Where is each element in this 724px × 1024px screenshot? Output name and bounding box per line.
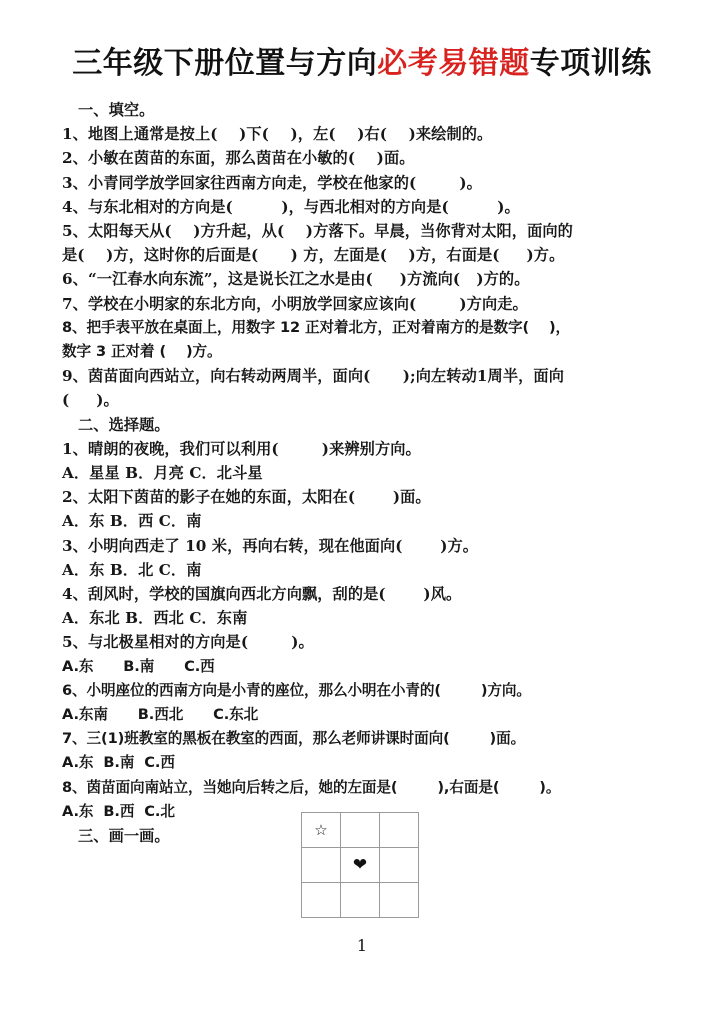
question-choice-7: 7、三(1)班教室的黑板在教室的西面，那么老师讲课时面向( )面。 [62, 730, 526, 748]
options-choice-4: A．东北 B．西北 C．东南 [62, 609, 248, 628]
grid-row [302, 848, 419, 883]
question-choice-3: 3、小明向西走了 10 米，再向右转，现在他面向( )方。 [62, 536, 479, 555]
grid-cell-r3c1 [302, 883, 341, 918]
grid-row [302, 883, 419, 918]
options-choice-1: A．星星 B．月亮 C．北斗星 [62, 464, 263, 483]
question-fill-5: 5、太阳每天从( )方升起，从( )方落下。早晨，当你背对太阳，面向的 [62, 222, 573, 241]
worksheet-body [62, 98, 674, 848]
grid-cell-r1c2 [341, 813, 380, 848]
section-heading-drawing: 三、画一画。 [78, 827, 170, 846]
drawing-grid-container [301, 812, 419, 918]
grid-cell-r2c2 [341, 848, 380, 883]
grid-row [302, 813, 419, 848]
heart-icon: ❤ [352, 854, 368, 875]
question-fill-6: 6、“一江春水向东流”，这是说长江之水是由( )方流向( )方的。 [62, 270, 530, 289]
grid-cell-r2c1 [302, 848, 341, 883]
question-fill-5-cont: 是( )方，这时你的后面是( ) 方，左面是( )方，右面是( )方。 [62, 246, 565, 265]
question-choice-4: 4、刮风时，学校的国旗向西北方向飘，刮的是( )风。 [62, 585, 462, 604]
question-choice-6: 6、小明座位的西南方向是小青的座位，那么小明在小青的( )方向。 [62, 681, 531, 699]
question-fill-3: 3、小青同学放学回家往西南方向走，学校在他家的( )。 [62, 173, 482, 192]
grid-cell-r3c2 [341, 883, 380, 918]
options-choice-2: A．东 B．西 C．南 [62, 512, 202, 531]
grid-cell-r1c3 [380, 813, 419, 848]
question-choice-5: 5、与北极星相对的方向是( )。 [62, 633, 314, 652]
question-fill-8: 8、把手表平放在桌面上，用数字 12 正对着北方，正对着南方的是数字( )， [62, 318, 571, 336]
question-choice-2: 2、太阳下茵苗的影子在她的东面，太阳在( )面。 [62, 488, 431, 507]
grid-cell-r2c3 [380, 848, 419, 883]
question-fill-1: 1、地图上通常是按上( )下( )，左( )右( )来绘制的。 [62, 125, 493, 144]
question-fill-4: 4、与东北相对的方向是( )，与西北相对的方向是( )。 [62, 197, 520, 216]
question-fill-8-cont: 数字 3 正对着 ( )方。 [62, 343, 222, 361]
options-choice-7: A.东 B.南 C.西 [62, 754, 175, 772]
options-choice-3: A．东 B．北 C．南 [62, 560, 202, 579]
question-choice-1: 1、晴朗的夜晚，我们可以利用( )来辨别方向。 [62, 439, 421, 458]
star-icon: ☆ [314, 820, 328, 839]
question-fill-2: 2、小敏在茵苗的东面，那么茵苗在小敏的( )面。 [62, 149, 415, 168]
grid-cell-r1c1 [302, 813, 341, 848]
options-choice-8: A.东 B.西 C.北 [62, 802, 175, 820]
title-part-black-1: 三年级下册位置与方向 [72, 46, 378, 81]
drawing-grid [301, 812, 419, 918]
question-fill-9-cont: ( )。 [62, 391, 119, 410]
title-part-black-2: 专项训练 [529, 46, 652, 81]
question-fill-7: 7、学校在小明家的东北方向，小明放学回家应该向( )方向走。 [62, 294, 528, 313]
page-title [0, 44, 724, 84]
page-number: 1 [356, 936, 368, 955]
options-choice-5: A.东 B.南 C.西 [62, 657, 215, 675]
grid-cell-r3c3 [380, 883, 419, 918]
question-choice-8: 8、茵苗面向南站立，当她向后转之后，她的左面是( ),右面是( )。 [62, 778, 561, 796]
section-heading-fill-in-blank: 一、填空。 [78, 101, 155, 119]
section-heading-multiple-choice: 二、选择题。 [78, 415, 170, 434]
options-choice-6: A.东南 B.西北 C.东北 [62, 706, 259, 724]
question-fill-9: 9、茵苗面向西站立，向右转动两周半，面向( );向左转动1周半，面向 [62, 367, 564, 386]
title-part-red: 必考易错题 [377, 46, 530, 81]
